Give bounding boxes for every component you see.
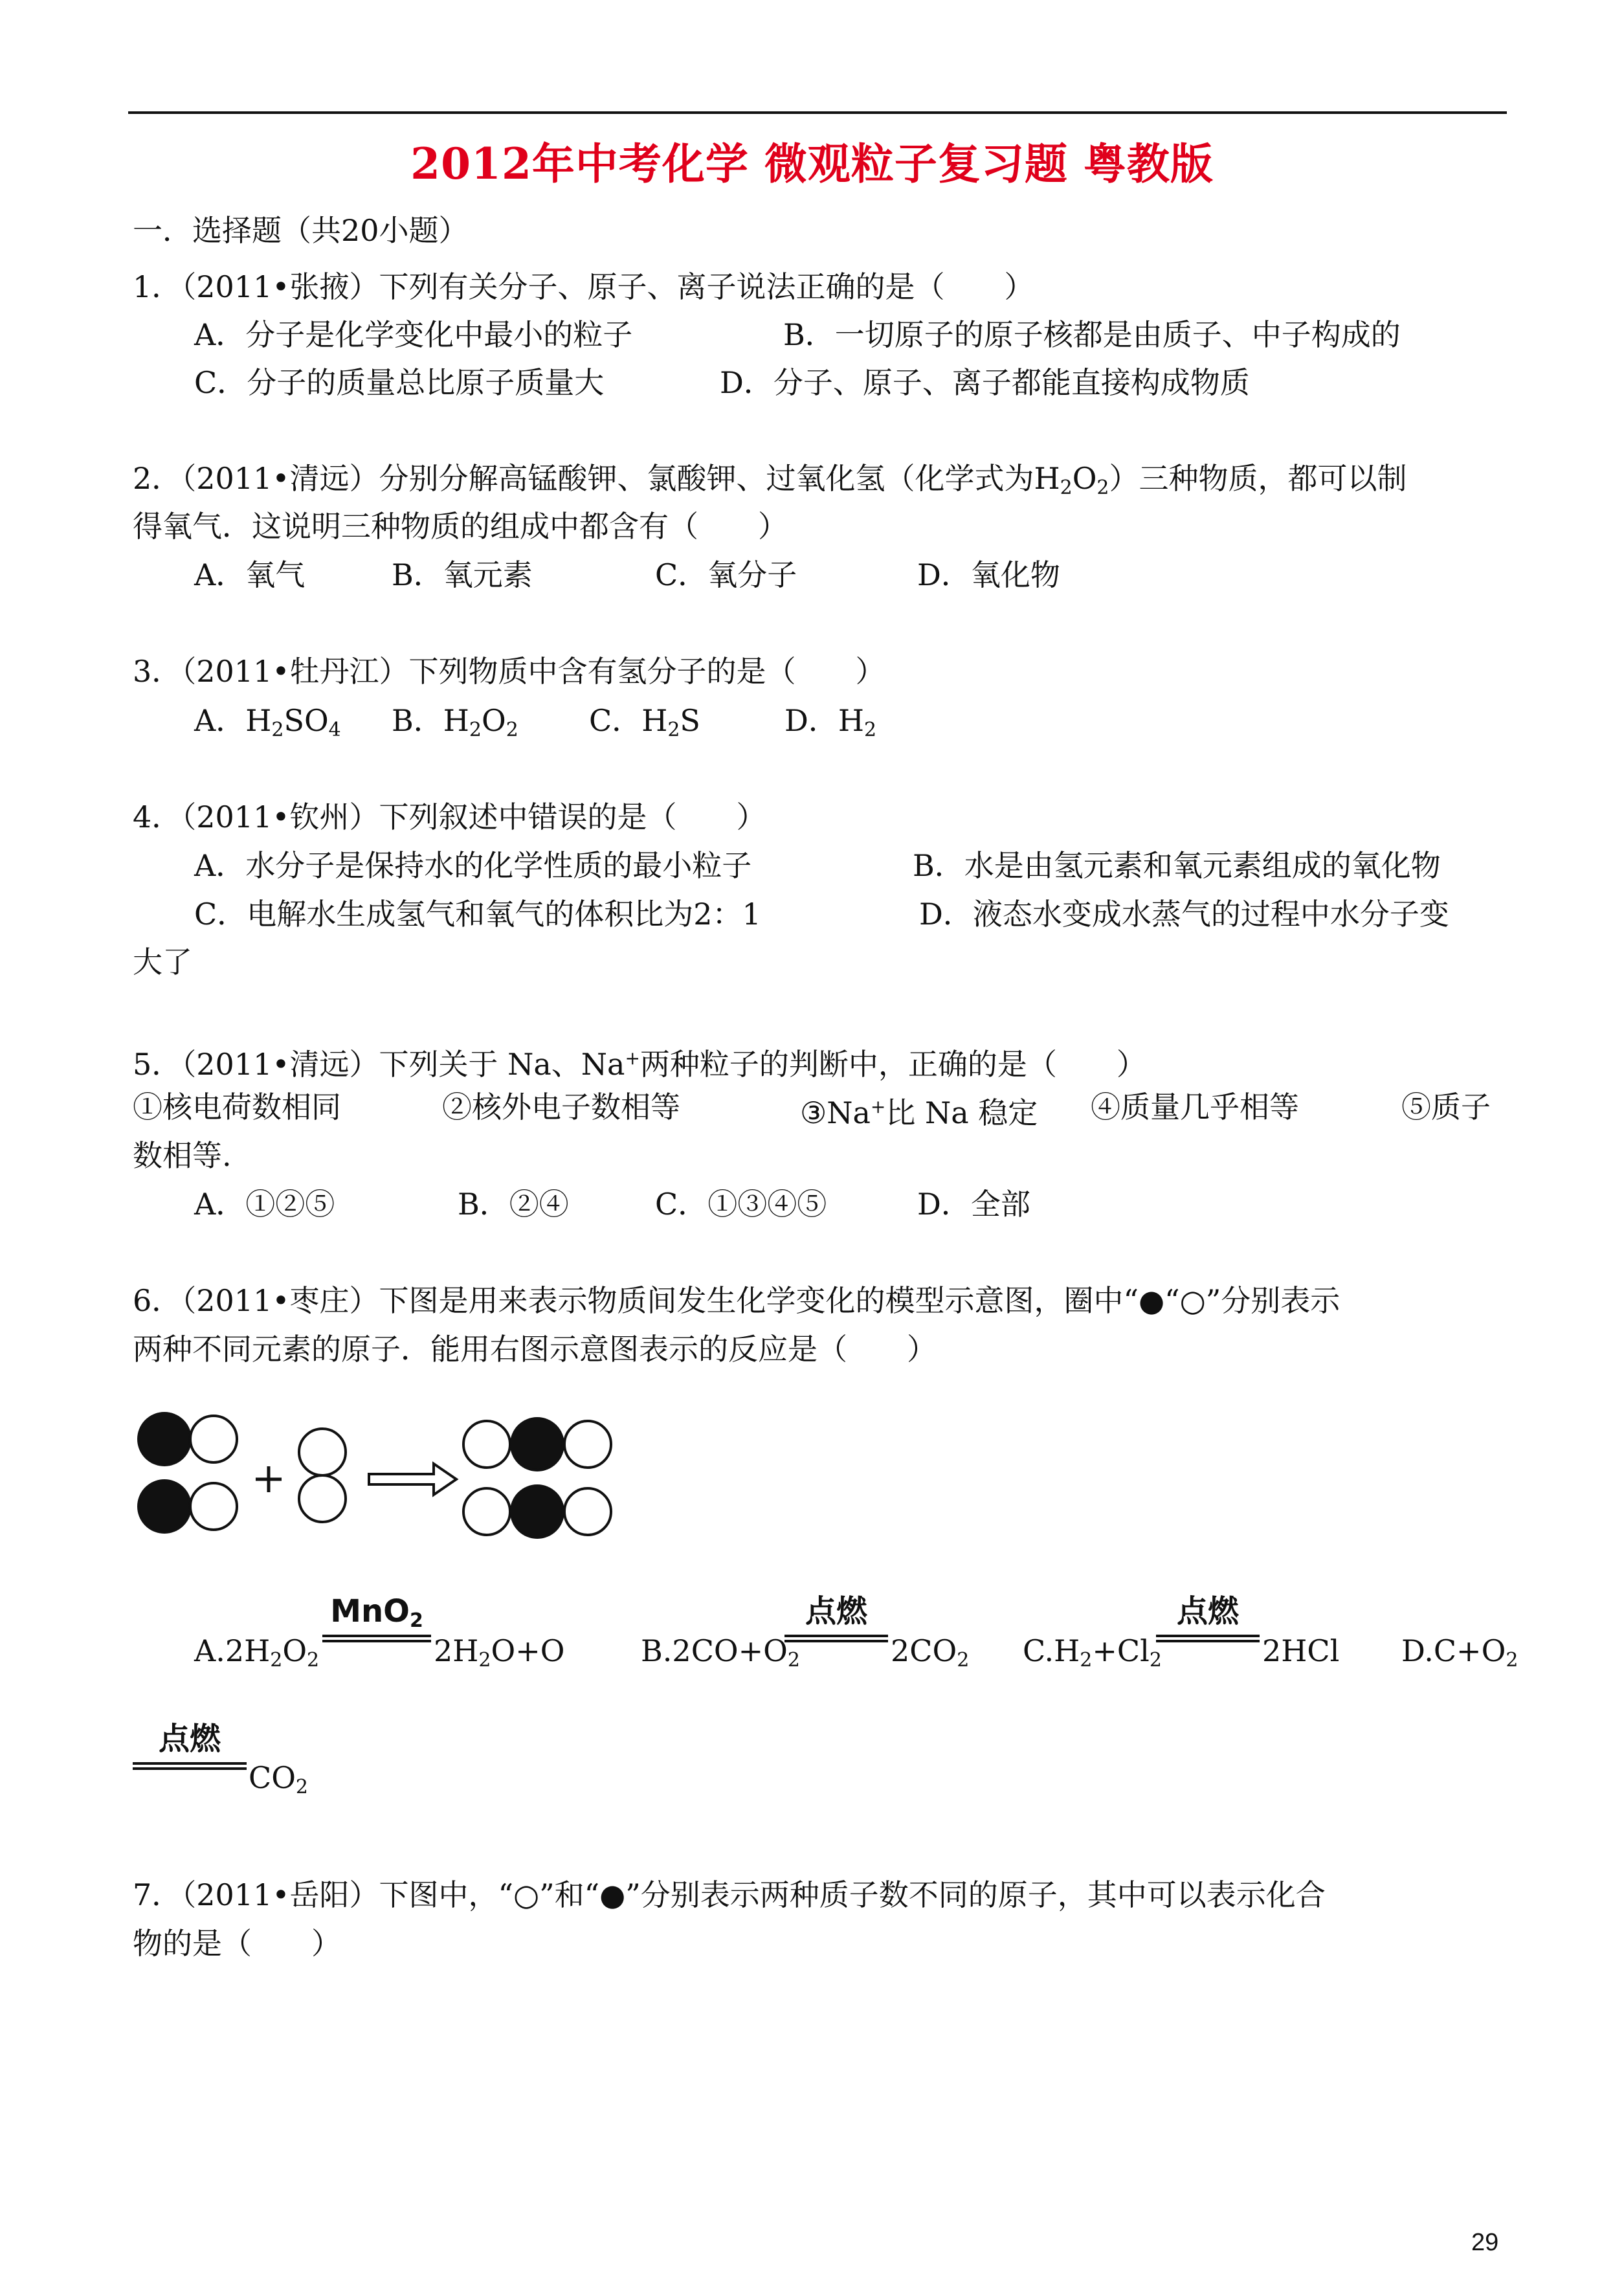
plus-sign xyxy=(256,1466,282,1492)
reaction-arrow xyxy=(369,1464,456,1495)
question-4-option-d-cont: 大了 xyxy=(133,945,192,979)
question-6-option-d: $D.C+O_2$ xyxy=(1401,1633,1518,1672)
question-3-stem: 3．（2011•牡丹江）下列物质中含有氢分子的是（ ） xyxy=(133,654,885,689)
product-2-white-atom-right xyxy=(564,1488,611,1535)
header-rule xyxy=(128,111,1507,114)
question-2-stem: 2．（2011•清远）分别分解高锰酸钾、氯酸钾、过氧化氢（化学式为$H_2O_2$）三种物质，都可以制 xyxy=(133,461,1407,499)
question-2-option-d: D．氧化物 xyxy=(917,557,1060,592)
question-1-option-d: D．分子、原子、离子都能直接构成物质 xyxy=(720,365,1250,400)
question-6-option-a-condition: MnO$_2$ xyxy=(322,1594,431,1646)
question-6-option-c: $C.H_2+Cl_2$ xyxy=(1023,1633,1162,1672)
product-1-white-atom-left xyxy=(463,1421,510,1468)
question-5-option-a: A．①②⑤ xyxy=(194,1187,335,1222)
question-5-option-b: B．②④ xyxy=(458,1187,569,1222)
reactant-1-white-atom xyxy=(190,1416,237,1462)
section-heading: 一．选择题（共20小题） xyxy=(133,213,469,248)
product-1-black-atom xyxy=(511,1418,563,1470)
question-6-option-c-condition: 点燃 xyxy=(1156,1594,1260,1646)
question-4-option-a: A．水分子是保持水的化学性质的最小粒子 xyxy=(194,848,752,883)
reactant-2-white-atom xyxy=(190,1483,237,1530)
question-6-stem: 6．（2011•枣庄）下图是用来表示物质间发生化学变化的模型示意图，圈中“●“○”分别表示 xyxy=(133,1283,1340,1318)
question-4-option-c: C．电解水生成氢气和氧气的体积比为2：1 xyxy=(194,897,761,932)
question-2-stem-cont: 得氧气．这说明三种物质的组成中都含有（ ） xyxy=(133,509,788,544)
page-number: 29 xyxy=(1471,2229,1499,2256)
question-4-stem: 4．（2011•钦州）下列叙述中错误的是（ ） xyxy=(133,800,766,834)
question-6-option-b: $B.2CO+O_2$ xyxy=(641,1633,800,1672)
product-1-white-atom-right xyxy=(564,1421,611,1468)
question-5-statement-4: ④质量几乎相等 xyxy=(1091,1090,1299,1124)
reaction-model-diagram xyxy=(129,1408,621,1557)
question-5-statement-5: ⑤质子 xyxy=(1401,1090,1491,1124)
question-6-option-a-products: $2H_2O+O$ xyxy=(434,1633,565,1672)
question-5-statement-2: ②核外电子数相等 xyxy=(442,1090,680,1124)
question-5-stem: 5．（2011•清远）下列关于 Na、Na+两种粒子的判断中，正确的是（ ） xyxy=(133,1047,1146,1082)
question-6-option-b-products: $2CO_2$ xyxy=(891,1633,970,1672)
page-title: 2012年中考化学 微观粒子复习题 粤教版 xyxy=(410,139,1214,189)
product-2-white-atom-left xyxy=(463,1488,510,1535)
product-2-black-atom xyxy=(511,1486,563,1538)
question-7-stem: 7．（2011•岳阳）下图中，“○”和“●”分别表示两种质子数不同的原子，其中可以表示化合 xyxy=(133,1877,1326,1912)
question-5-statement-5-cont: 数相等. xyxy=(133,1138,232,1173)
reactant-2-black-atom xyxy=(139,1481,190,1532)
reactant-3-white-atom-top xyxy=(299,1429,346,1475)
question-2-option-b: B．氧元素 xyxy=(392,557,533,592)
question-5-statement-3: ③Na+比 Na 稳定 xyxy=(800,1095,1038,1130)
question-3-option-d: D．$H_2$ xyxy=(784,703,877,741)
question-2-option-a: A．氧气 xyxy=(194,557,306,592)
question-6-option-c-products: 2HCl xyxy=(1262,1633,1340,1668)
question-6-option-d-condition: 点燃 xyxy=(133,1722,247,1774)
question-1-stem: 1．（2011•张掖）下列有关分子、原子、离子说法正确的是（ ） xyxy=(133,269,1034,304)
question-6-option-a: $A.2H_2O_2$ xyxy=(194,1633,320,1672)
question-6-option-b-condition: 点燃 xyxy=(784,1594,888,1646)
question-6-option-d-products: $CO_2$ xyxy=(249,1760,309,1798)
question-3-option-b: B．$H_2O_2$ xyxy=(392,703,518,741)
question-3-option-c: C．$H_2S$ xyxy=(589,703,700,741)
question-1-option-c: C．分子的质量总比原子质量大 xyxy=(194,365,605,400)
question-1-option-b: B．一切原子的原子核都是由质子、中子构成的 xyxy=(783,317,1401,352)
reactant-1-black-atom xyxy=(139,1413,190,1465)
question-2-option-c: C．氧分子 xyxy=(655,557,797,592)
question-3-option-a: A．$H_2SO_4$ xyxy=(194,703,341,741)
question-7-stem-cont: 物的是（ ） xyxy=(133,1926,341,1961)
question-5-option-c: C．①③④⑤ xyxy=(655,1187,827,1222)
question-6-stem-cont: 两种不同元素的原子．能用右图示意图表示的反应是（ ） xyxy=(133,1332,937,1367)
question-5-option-d: D．全部 xyxy=(917,1187,1030,1222)
question-4-option-d: D．液态水变成水蒸气的过程中水分子变 xyxy=(919,897,1449,932)
question-4-option-b: B．水是由氢元素和氧元素组成的氧化物 xyxy=(913,848,1441,883)
reactant-3-white-atom-bottom xyxy=(299,1475,346,1522)
question-5-statement-1: ①核电荷数相同 xyxy=(133,1090,341,1124)
question-1-option-a: A．分子是化学变化中最小的粒子 xyxy=(194,317,633,352)
